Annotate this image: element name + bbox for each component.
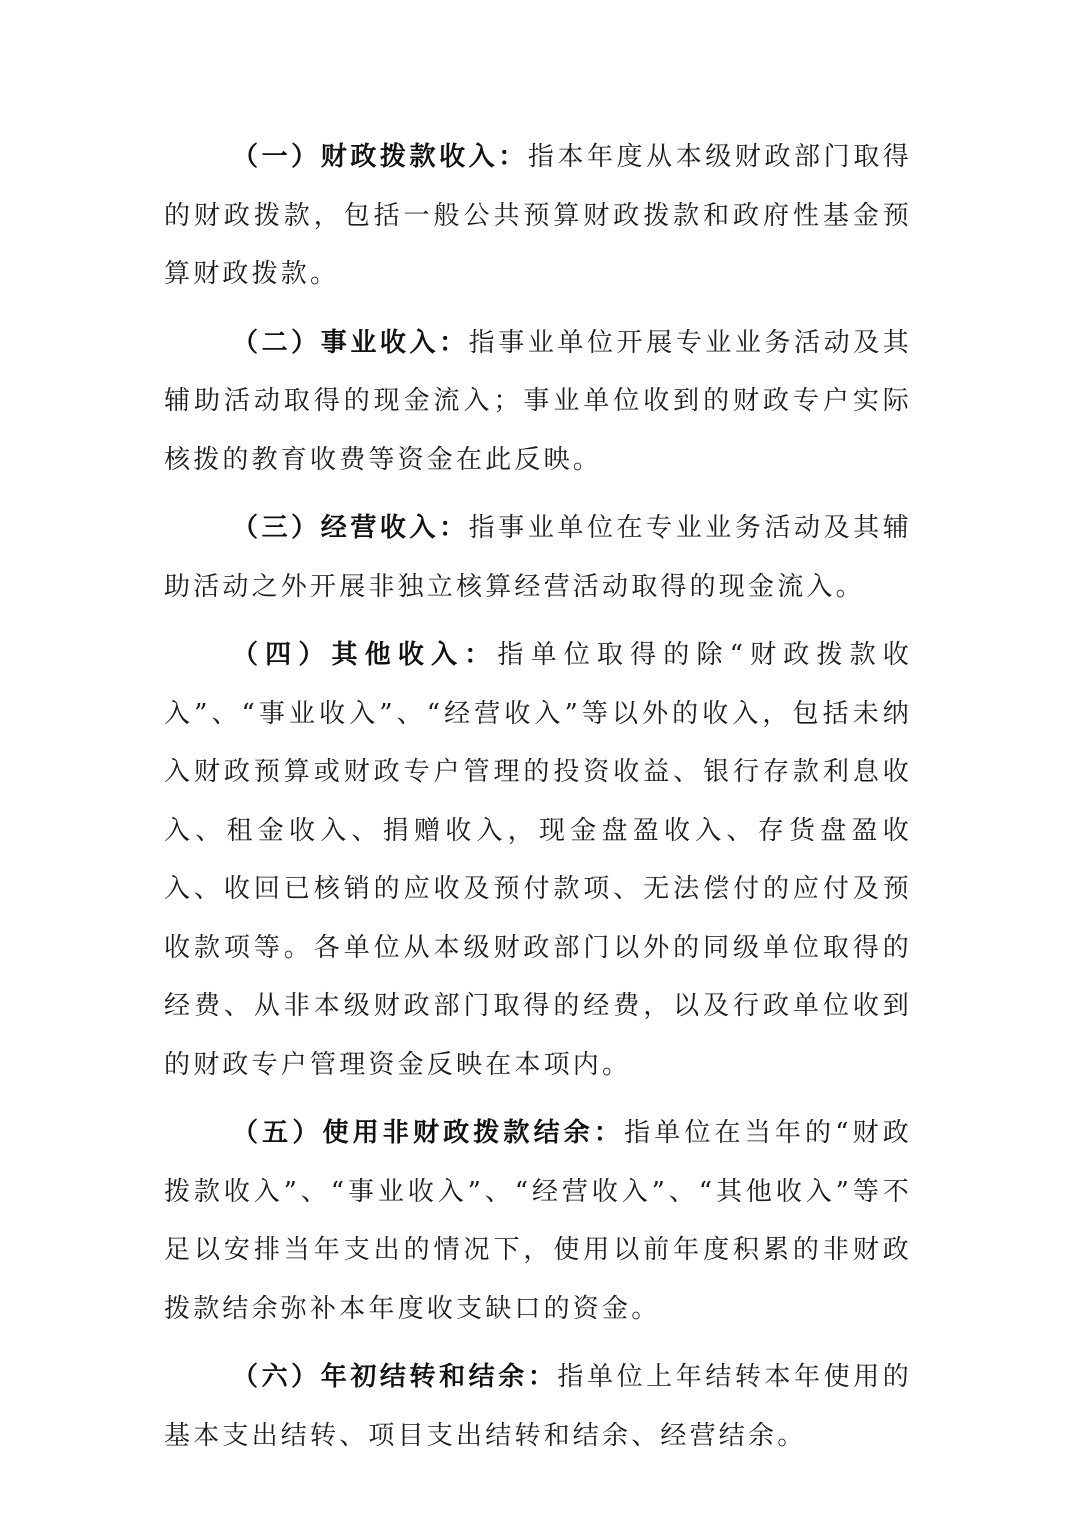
paragraph-text: 指单位在当年的“财政拨款收入”、“事业收入”、“经营收入”、“其他收入”等不足以安排当年支出的情况下，使用以前年度积累的非财政拨款结余弥补本年度收支缺口的资金。: [164, 1118, 912, 1324]
paragraph-heading: （一）财政拨款收入：: [232, 142, 528, 172]
paragraph-heading: （五）使用非财政拨款结余：: [232, 1118, 625, 1148]
paragraph-heading: （四）其他收入：: [232, 640, 498, 670]
paragraph-text: 指事业单位开展专业业务活动及其辅助活动取得的现金流入；事业单位收到的财政专户实际核拨的教育收费等资金在此反映。: [164, 327, 912, 475]
paragraph-text: 指事业单位在专业业务活动及其辅助活动之外开展非独立核算经营活动取得的现金流入。: [164, 513, 912, 602]
paragraph-fiscal-appropriation-income: [164, 128, 912, 304]
document-body: [164, 128, 912, 1475]
paragraph-heading: （三）经营收入：: [232, 513, 469, 543]
paragraph-text: 指单位上年结转本年使用的基本支出结转、项目支出结转和结余、经营结余。: [164, 1362, 913, 1451]
paragraph-non-fiscal-surplus-use: [164, 1104, 912, 1338]
paragraph-text: 指单位取得的除“财政拨款收入”、“事业收入”、“经营收入”等以外的收入，包括未纳入财政预算或财政专户管理的投资收益、银行存款利息收入、租金收入、捐赠收入，现金盘盈收入、存货盘盈收入、收回已核销的应收及预付款项、无法偿付的应付及预收款项等。各单位从本级财政部门以外的同级单位取得的经费、从非本级财政部门取得的经费，以及行政单位收到的财政专户管理资金反映在本项内。: [164, 640, 912, 1080]
paragraph-opening-carryover-surplus: [164, 1348, 912, 1465]
paragraph-operating-income: [164, 499, 912, 616]
paragraph-heading: （二）事业收入：: [232, 327, 469, 358]
paragraph-heading: （六）年初结转和结余：: [232, 1362, 558, 1392]
paragraph-other-income: [164, 626, 912, 1094]
paragraph-text: 指本年度从本级财政部门取得的财政拨款，包括一般公共预算财政拨款和政府性基金预算财政拨款。: [164, 142, 912, 289]
paragraph-business-income: [164, 314, 912, 490]
